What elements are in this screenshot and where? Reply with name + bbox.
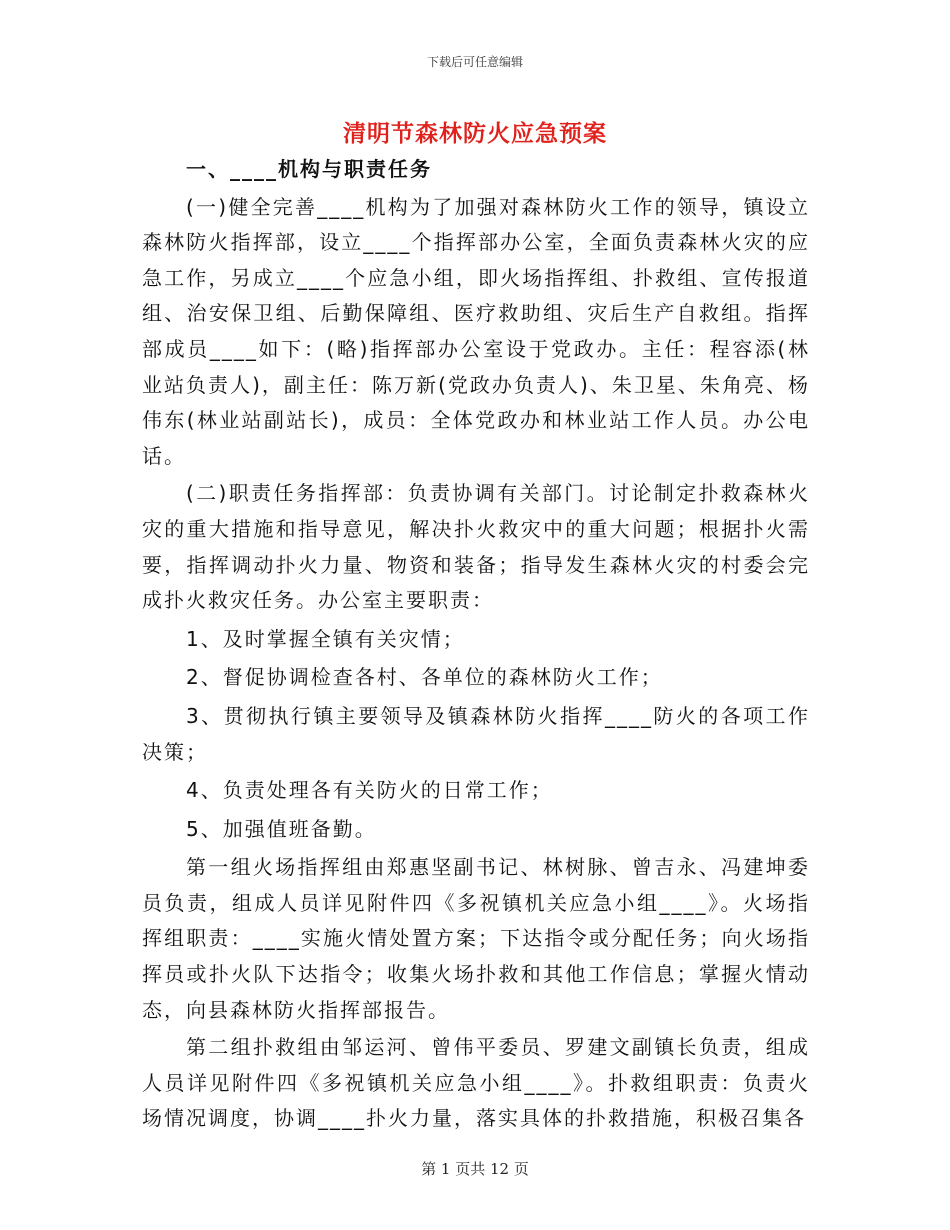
- list-item: 2、督促协调检查各村、各单位的森林防火工作；: [186, 665, 663, 690]
- list-item: 5、加强值班备勤。: [186, 816, 377, 841]
- paragraph: 第二组扑救组由邹运河、曾伟平委员、罗建文副镇长负责，组成人员详见附件四《多祝镇机关应急小组____》。扑救组职责：负责火场情况调度，协调____扑火力量，落实具体的扑救措施，积极召集各: [142, 1035, 810, 1131]
- list-item: 1、及时掌握全镇有关灾情；: [186, 626, 465, 651]
- paragraph: (二)职责任务指挥部：负责协调有关部门。讨论制定扑救森林火灾的重大措施和指导意见，解决扑火救灾中的重大问题；根据扑火需要，指挥调动扑火力量、物资和装备；指导发生森林火灾的村委会完成扑火救灾任务。办公室主要职责：: [142, 481, 810, 613]
- document-body: [142, 152, 810, 1137]
- document-title: 清明节森林防火应急预案: [343, 121, 607, 147]
- paragraph: (一)健全完善____机构为了加强对森林防火工作的领导，镇设立森林防火指挥部，设立____个指挥部办公室，全面负责森林火灾的应急工作，另成立____个应急小组，即火场指挥组、扑救组、宣传报道组、治安保卫组、后勤保障组、医疗救助组、灾后生产自救组。指挥部成员____如下：(略)指挥部办公室设于党政办。主任：程容添(林业站负责人)，副主任：陈万新(党政办负责人)、朱卫星、朱角亮、杨伟东(林业站副站长)，成员：全体党政办和林业站工作人员。办公电话。: [142, 194, 810, 468]
- page-footer: 第 1 页共 12 页: [421, 1160, 529, 1178]
- section-heading: 一、____机构与职责任务: [186, 157, 432, 181]
- list-item: 3、贯彻执行镇主要领导及镇森林防火指挥____防火的各项工作决策；: [142, 703, 810, 764]
- list-item: 4、负责处理各有关防火的日常工作；: [186, 778, 553, 803]
- paragraph: 第一组火场指挥组由郑惠坚副书记、林树脉、曾吉永、冯建坤委员负责，组成人员详见附件四《多祝镇机关应急小组____》。火场指挥组职责：____实施火情处置方案；下达指令或分配任务；向火场指挥员或扑火队下达指令；收集火场扑救和其他工作信息；掌握火情动态，向县森林防火指挥部报告。: [142, 855, 810, 1022]
- header-note: 下载后可任意编辑: [426, 55, 523, 69]
